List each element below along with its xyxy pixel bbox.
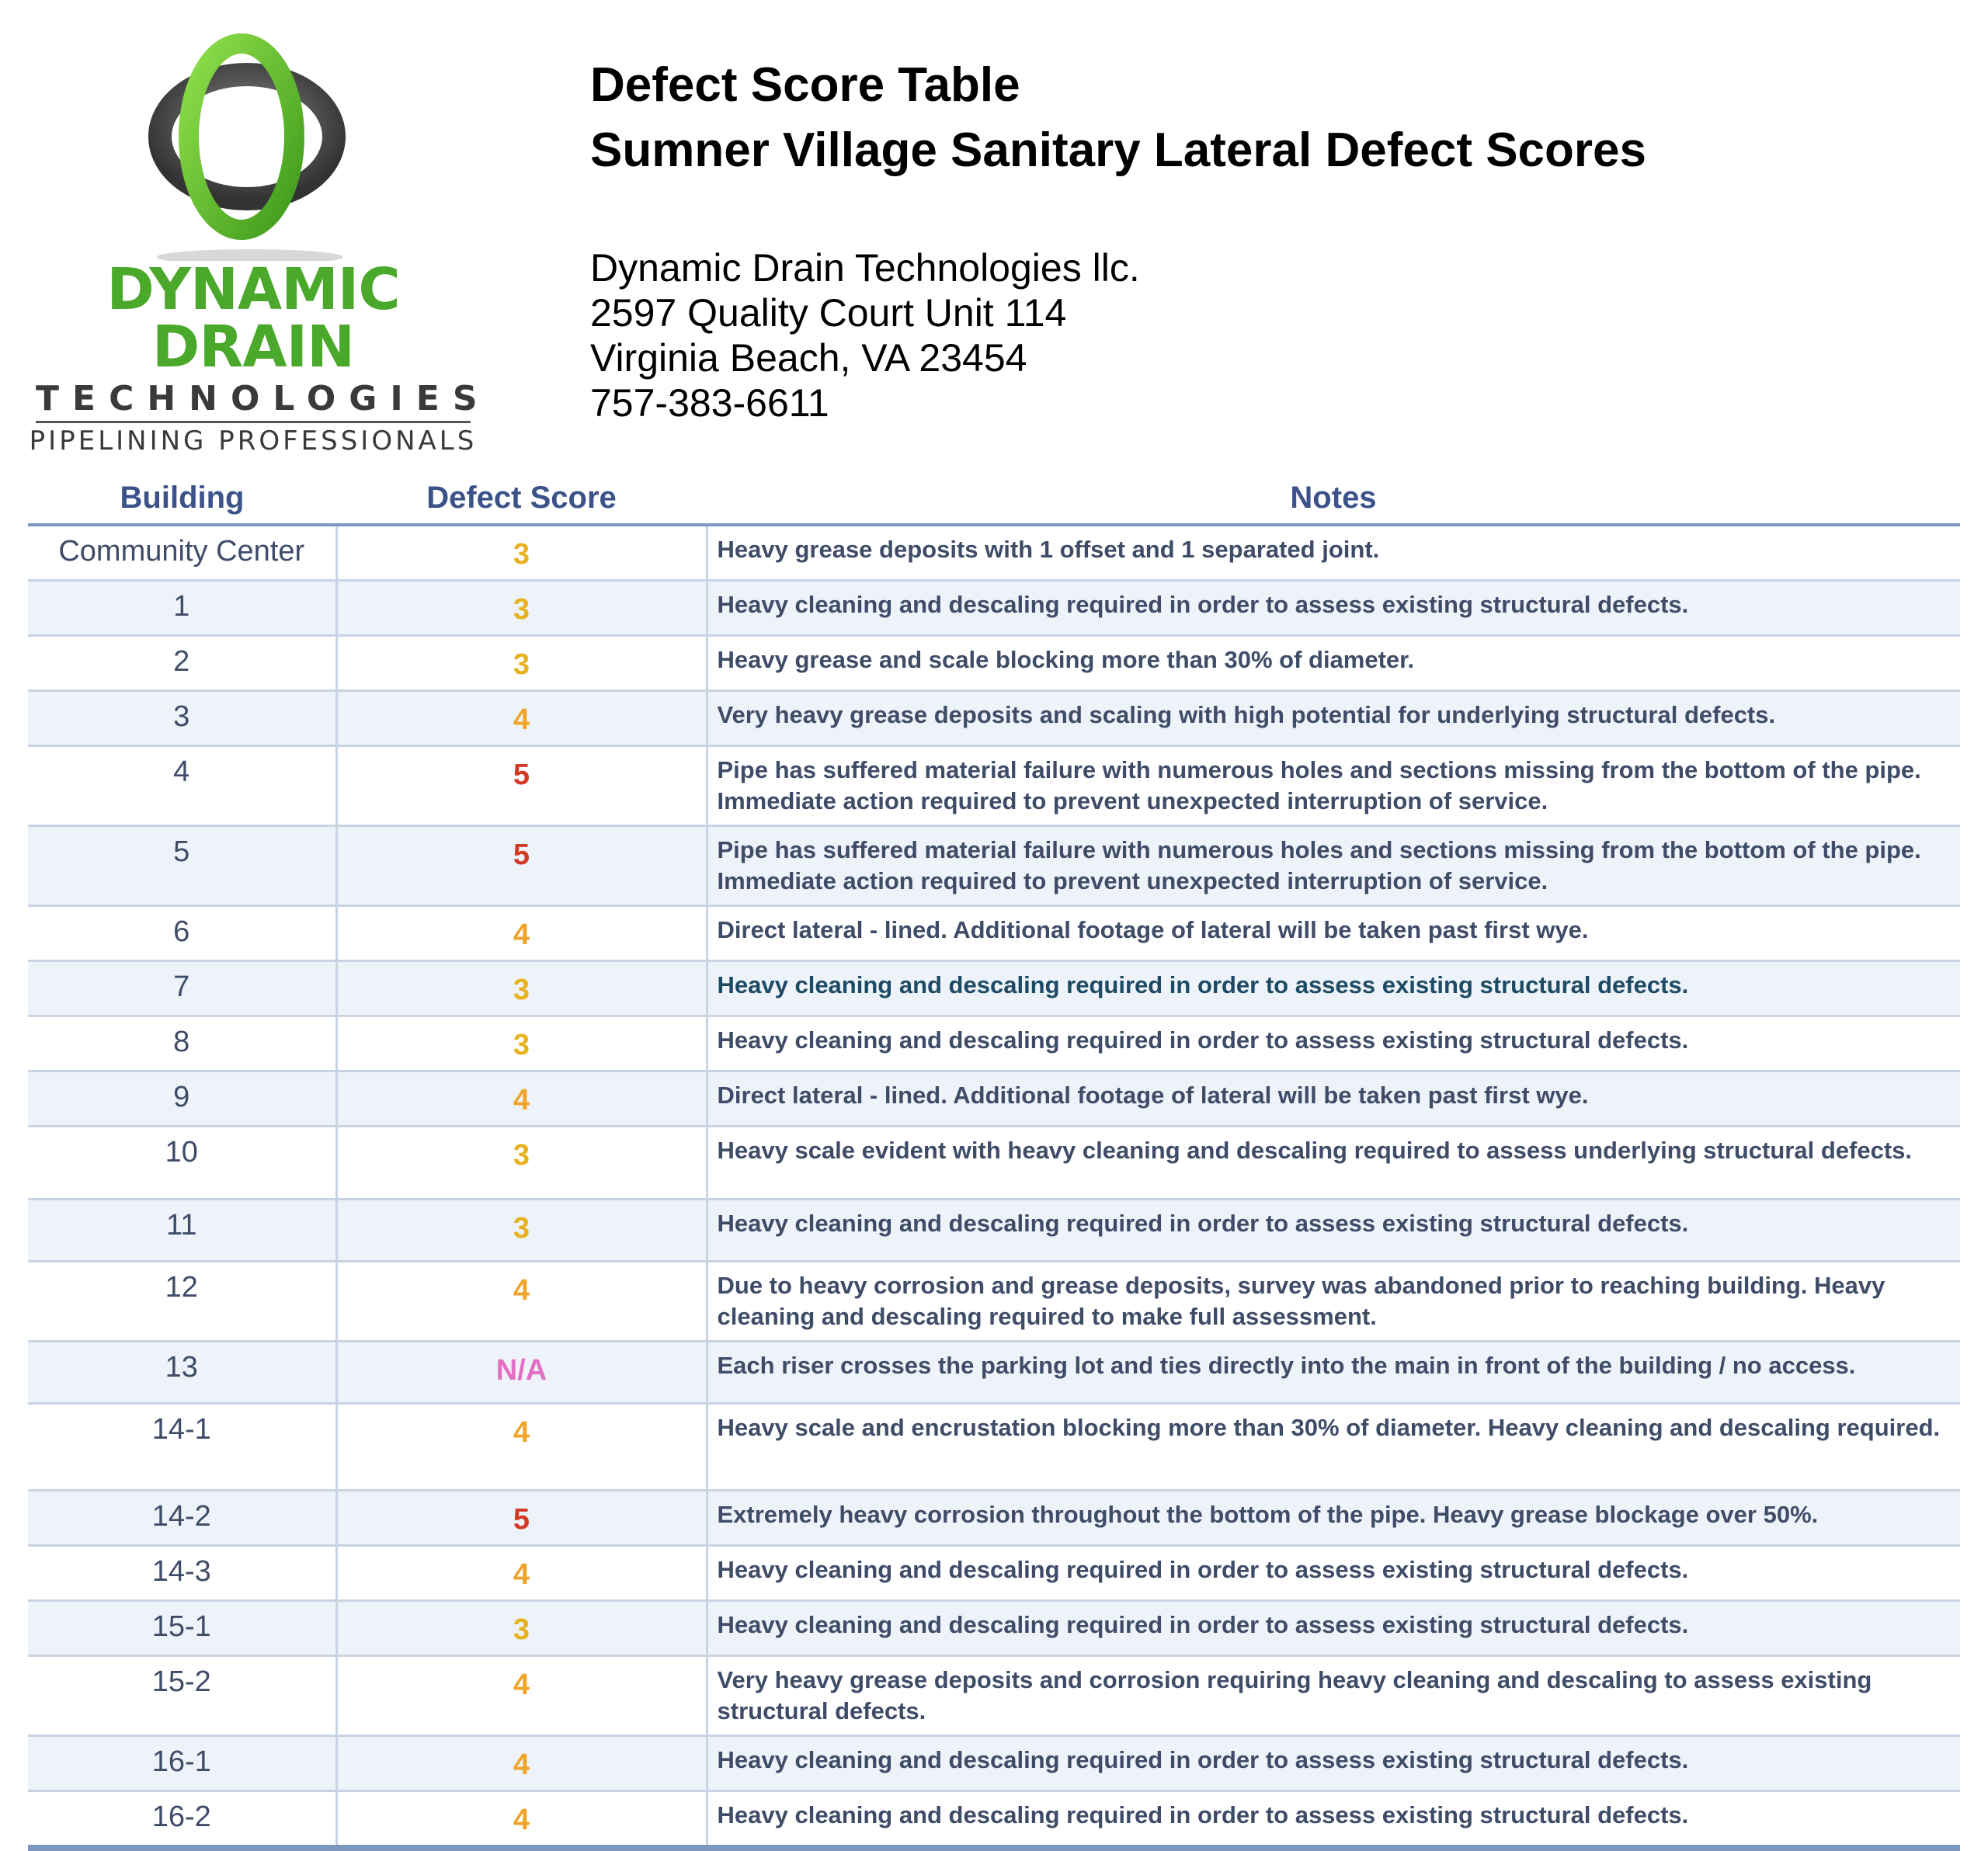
- table-row: [28, 1200, 1960, 1262]
- table-row: [28, 581, 1960, 636]
- notes-cell: Heavy cleaning and descaling required in order to assess existing structural defects.: [707, 961, 1960, 1016]
- column-header-building: Building: [28, 472, 336, 525]
- page-title: Defect Score Table: [590, 58, 1020, 112]
- defect-score-cell: 4: [336, 1071, 707, 1127]
- building-cell: 14-3: [28, 1546, 336, 1601]
- defect-score-cell: 4: [336, 1736, 707, 1791]
- logo-wordmark: [28, 256, 491, 457]
- defect-score-table: [28, 472, 1960, 1851]
- notes-cell: Heavy cleaning and descaling required in order to assess existing structural defects.: [707, 1601, 1960, 1656]
- defect-score-cell: 3: [336, 1200, 707, 1262]
- defect-score-cell: 5: [336, 826, 707, 906]
- table-row: [28, 1491, 1960, 1546]
- building-cell: 5: [28, 826, 336, 906]
- notes-cell: Heavy cleaning and descaling required in order to assess existing structural defects.: [707, 1546, 1960, 1601]
- defect-score-cell: 3: [336, 1601, 707, 1656]
- building-cell: 12: [28, 1262, 336, 1342]
- defect-score-cell: 4: [336, 1262, 707, 1342]
- page-subtitle: Sumner Village Sanitary Lateral Defect Scores: [590, 123, 1647, 177]
- notes-cell: Each riser crosses the parking lot and ties directly into the main in front of the building / no access.: [707, 1342, 1960, 1404]
- building-cell: 11: [28, 1200, 336, 1262]
- building-cell: 16-2: [28, 1791, 336, 1849]
- defect-score-cell: 4: [336, 1791, 707, 1849]
- table-row: [28, 1016, 1960, 1071]
- defect-score-cell: 3: [336, 1016, 707, 1071]
- building-cell: 16-1: [28, 1736, 336, 1791]
- notes-cell: Heavy cleaning and descaling required in order to assess existing structural defects.: [707, 1016, 1960, 1071]
- defect-score-cell: 4: [336, 906, 707, 961]
- table-row: [28, 691, 1960, 746]
- table-header-row: [28, 472, 1960, 525]
- table-row: [28, 1262, 1960, 1342]
- column-header-notes: Notes: [707, 472, 1960, 525]
- defect-score-cell: 3: [336, 1127, 707, 1200]
- building-cell: 15-1: [28, 1601, 336, 1656]
- phone-number: 757-383-6611: [590, 381, 829, 425]
- building-cell: 9: [28, 1071, 336, 1127]
- company-address: [590, 245, 1140, 425]
- logo-rings-icon: [28, 28, 478, 261]
- building-cell: 15-2: [28, 1656, 336, 1736]
- building-cell: 7: [28, 961, 336, 1016]
- notes-cell: Very heavy grease deposits and corrosion requiring heavy cleaning and descaling to assess existing structural defects.: [707, 1656, 1960, 1736]
- table-row: [28, 1601, 1960, 1656]
- defect-score-cell: 3: [336, 581, 707, 636]
- defect-score-cell: N/A: [336, 1342, 707, 1404]
- building-cell: Community Center: [28, 525, 336, 581]
- table-row: [28, 525, 1960, 581]
- defect-score-cell: 5: [336, 1491, 707, 1546]
- notes-cell: Heavy scale and encrustation blocking more than 30% of diameter. Heavy cleaning and descaling required.: [707, 1404, 1960, 1491]
- notes-cell: Heavy cleaning and descaling required in order to assess existing structural defects.: [707, 1791, 1960, 1849]
- table-row: [28, 961, 1960, 1016]
- logo-brand-sub: TECHNOLOGIES: [36, 379, 491, 418]
- defect-score-cell: 5: [336, 746, 707, 826]
- notes-cell: Heavy cleaning and descaling required in order to assess existing structural defects.: [707, 1736, 1960, 1791]
- building-cell: 13: [28, 1342, 336, 1404]
- building-cell: 14-1: [28, 1404, 336, 1491]
- logo-brand-main: DYNAMIC DRAIN: [106, 256, 400, 380]
- table-row: [28, 636, 1960, 691]
- city-state-zip: Virginia Beach, VA 23454: [590, 336, 1027, 380]
- notes-cell: Due to heavy corrosion and grease deposits, survey was abandoned prior to reaching building. Heavy cleaning and descaling required to make full assessment.: [707, 1262, 1960, 1342]
- building-cell: 4: [28, 746, 336, 826]
- defect-score-cell: 4: [336, 691, 707, 746]
- building-cell: 14-2: [28, 1491, 336, 1546]
- defect-score-cell: 3: [336, 636, 707, 691]
- building-cell: 10: [28, 1127, 336, 1200]
- building-cell: 1: [28, 581, 336, 636]
- defect-score-cell: 3: [336, 525, 707, 581]
- defect-score-cell: 4: [336, 1546, 707, 1601]
- building-cell: 8: [28, 1016, 336, 1071]
- street-address: 2597 Quality Court Unit 114: [590, 291, 1067, 335]
- logo-tagline: PIPELINING PROFESSIONALS: [29, 425, 478, 457]
- notes-cell: Direct lateral - lined. Additional footage of lateral will be taken past first wye.: [707, 1071, 1960, 1127]
- notes-cell: Heavy scale evident with heavy cleaning and descaling required to assess underlying structural defects.: [707, 1127, 1960, 1200]
- table-row: [28, 1404, 1960, 1491]
- notes-cell: Heavy cleaning and descaling required in order to assess existing structural defects.: [707, 581, 1960, 636]
- column-header-defect-score: Defect Score: [336, 472, 707, 525]
- notes-cell: Direct lateral - lined. Additional footage of lateral will be taken past first wye.: [707, 906, 1960, 961]
- logo-rule: [36, 421, 471, 423]
- notes-cell: Heavy grease and scale blocking more than 30% of diameter.: [707, 636, 1960, 691]
- notes-cell: Pipe has suffered material failure with numerous holes and sections missing from the bottom of the pipe. Immediate action required to prevent unexpected interruption of service.: [707, 746, 1960, 826]
- defect-score-cell: 3: [336, 961, 707, 1016]
- defect-score-cell: 4: [336, 1404, 707, 1491]
- table-row: [28, 1656, 1960, 1736]
- defect-score-cell: 4: [336, 1656, 707, 1736]
- title-block: [590, 53, 1646, 183]
- notes-cell: Extremely heavy corrosion throughout the bottom of the pipe. Heavy grease blockage over 50%.: [707, 1491, 1960, 1546]
- company-name: Dynamic Drain Technologies llc.: [590, 246, 1140, 290]
- table-row: [28, 1071, 1960, 1127]
- notes-cell: Heavy grease deposits with 1 offset and 1 separated joint.: [707, 525, 1960, 581]
- building-cell: 3: [28, 691, 336, 746]
- table-row: [28, 1736, 1960, 1791]
- table-row: [28, 826, 1960, 906]
- building-cell: 6: [28, 906, 336, 961]
- table-row: [28, 1546, 1960, 1601]
- notes-cell: Heavy cleaning and descaling required in order to assess existing structural defects.: [707, 1200, 1960, 1262]
- table-row: [28, 1342, 1960, 1404]
- notes-cell: Very heavy grease deposits and scaling with high potential for underlying structural defects.: [707, 691, 1960, 746]
- building-cell: 2: [28, 636, 336, 691]
- company-logo: [28, 28, 491, 457]
- table-row: [28, 906, 1960, 961]
- table-row: [28, 1127, 1960, 1200]
- table-row: [28, 746, 1960, 826]
- notes-cell: Pipe has suffered material failure with numerous holes and sections missing from the bottom of the pipe. Immediate action required to prevent unexpected interruption of service.: [707, 826, 1960, 906]
